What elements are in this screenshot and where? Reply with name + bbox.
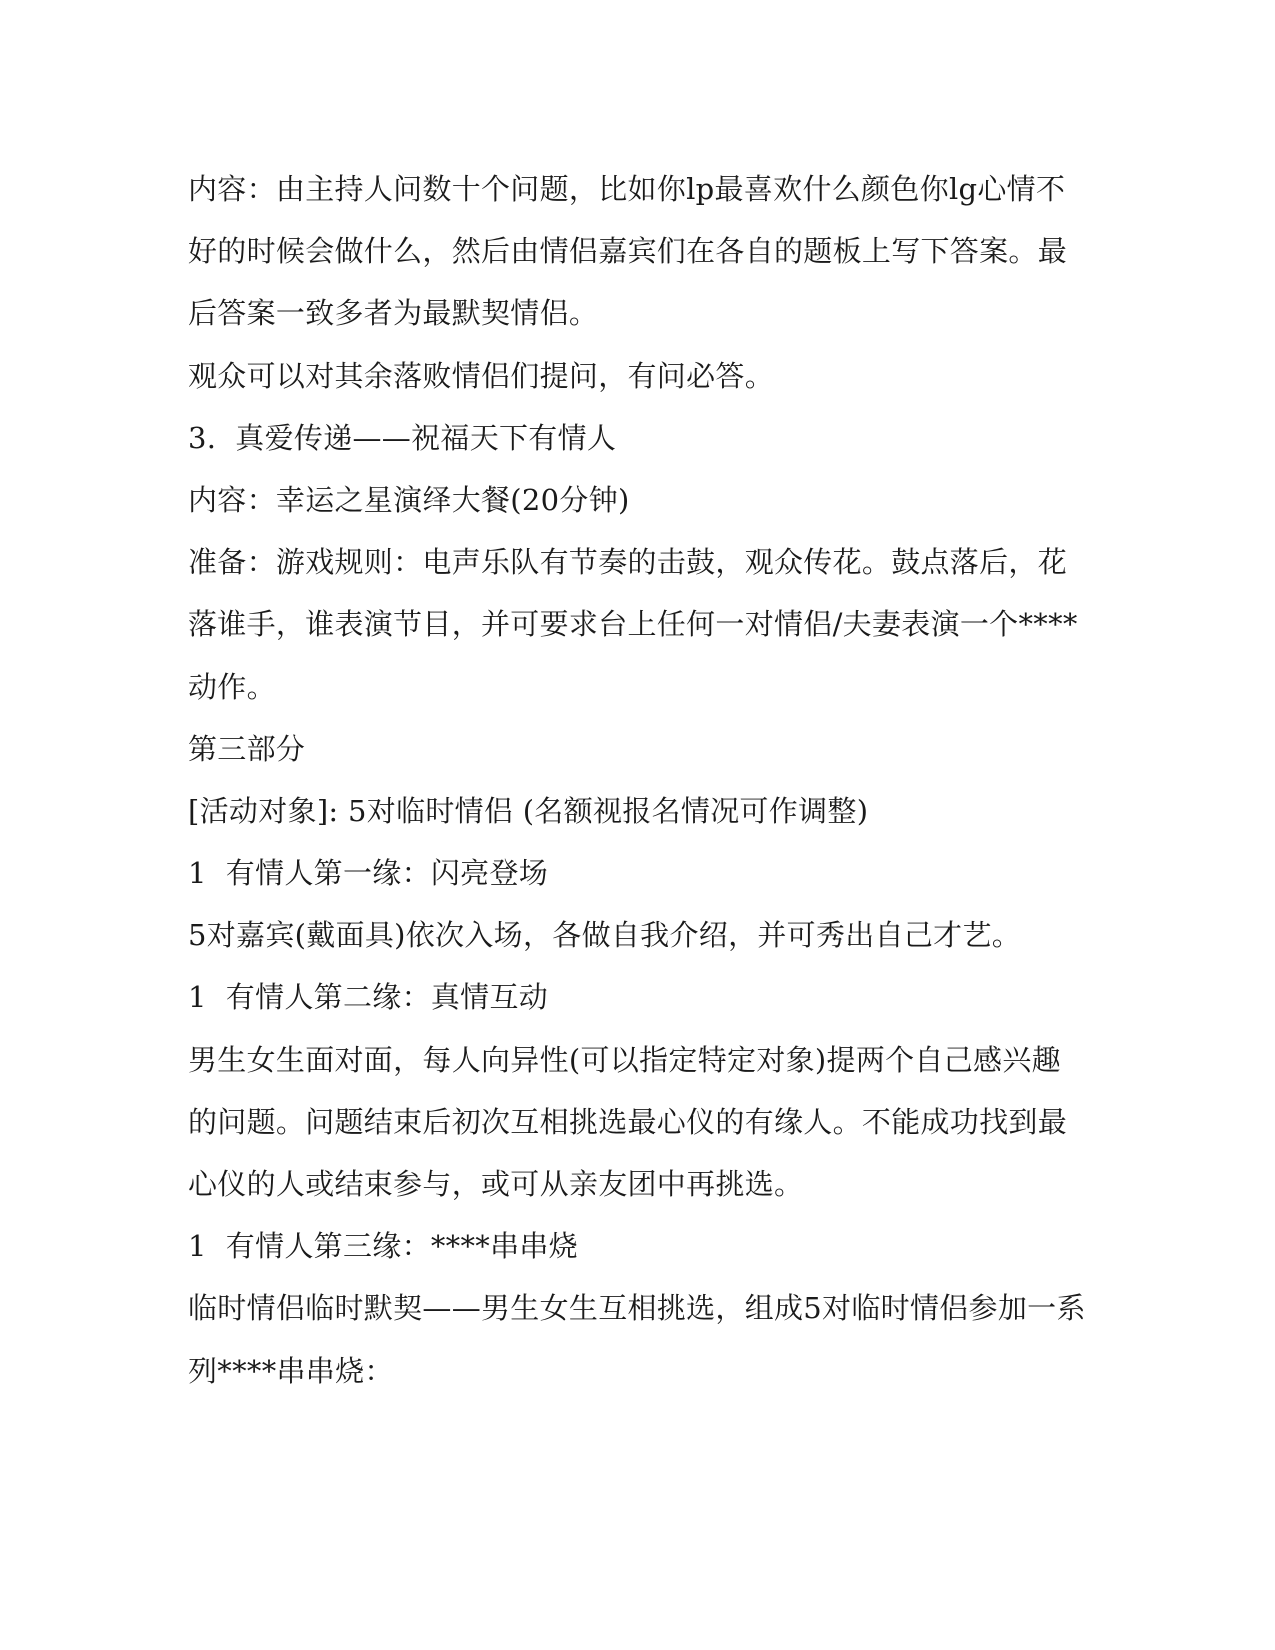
paragraph-line: 落谁手，谁表演节目，并可要求台上任何一对情侣/夫妻表演一个****	[188, 607, 1078, 642]
paragraph-line: [活动对象]: 5对临时情侣 (名额视报名情况可作调整)	[188, 793, 869, 828]
paragraph-line: 动作。	[188, 669, 276, 704]
paragraph-line: 后答案一致多者为最默契情侣。	[188, 296, 599, 331]
paragraph-line: 好的时候会做什么，然后由情侣嘉宾们在各自的题板上写下答案。最	[188, 234, 1068, 269]
section-heading: 3. 真爱传递——祝福天下有情人	[188, 420, 617, 455]
paragraph-line: 5对嘉宾(戴面具)依次入场，各做自我介绍，并可秀出自己才艺。	[188, 918, 1022, 953]
paragraph-line: 男生女生面对面，每人向异性(可以指定特定对象)提两个自己感兴趣	[188, 1042, 1061, 1077]
paragraph-line: 内容：由主持人问数十个问题，比如你lp最喜欢什么颜色你lg心情不	[188, 172, 1066, 206]
paragraph-line: 列****串串烧：	[188, 1353, 394, 1388]
subsection-heading: 1 有情人第三缘：****串串烧	[188, 1229, 578, 1264]
paragraph-line: 观众可以对其余落败情侣们提问，有问必答。	[188, 358, 775, 393]
paragraph-line: 心仪的人或结束参与，或可从亲友团中再挑选。	[188, 1167, 804, 1201]
paragraph-line: 的问题。问题结束后初次互相挑选最心仪的有缘人。不能成功找到最	[188, 1104, 1068, 1139]
paragraph-line: 准备：游戏规则：电声乐队有节奏的击鼓，观众传花。鼓点落后，花	[188, 545, 1068, 580]
subsection-heading: 1 有情人第一缘：闪亮登场	[188, 856, 549, 891]
part-heading: 第三部分	[188, 731, 306, 766]
paragraph-line: 内容：幸运之星演绎大餐(20分钟)	[188, 482, 630, 517]
subsection-heading: 1 有情人第二缘：真情互动	[188, 980, 549, 1015]
paragraph-line: 临时情侣临时默契——男生女生互相挑选，组成5对临时情侣参加一系	[188, 1291, 1086, 1326]
document-body	[188, 158, 1088, 1402]
